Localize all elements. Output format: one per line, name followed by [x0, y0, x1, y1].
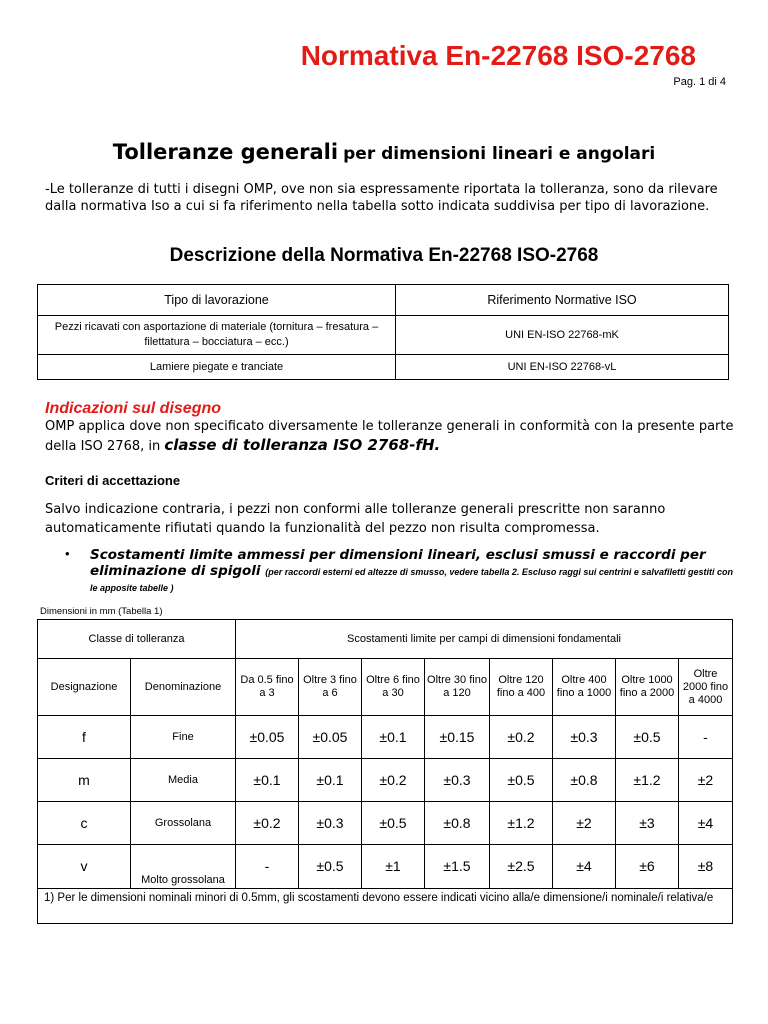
col-denomination: Denominazione — [131, 659, 236, 716]
value-cell: ±1.5 — [425, 845, 490, 889]
table-cell: Lamiere piegate e tranciate — [38, 355, 396, 380]
header-cell: Riferimento Normative ISO — [396, 285, 729, 316]
header-cell: Tipo di lavorazione — [38, 285, 396, 316]
main-heading-rest: per dimensioni lineari e angolari — [343, 144, 656, 164]
table-cell: UNI EN-ISO 22768-mK — [396, 316, 729, 355]
value-cell: ±2 — [679, 759, 733, 802]
value-cell: ±0.5 — [616, 716, 679, 759]
value-cell: ±0.5 — [490, 759, 553, 802]
criteria-title: Criteri di accettazione — [45, 473, 181, 488]
table-row — [38, 716, 733, 759]
col-designation: Designazione — [38, 659, 131, 716]
value-cell: ±0.2 — [490, 716, 553, 759]
table-cell: UNI EN-ISO 22768-vL — [396, 355, 729, 380]
value-cell: ±0.5 — [299, 845, 362, 889]
col-range: Oltre 1000 fino a 2000 — [616, 659, 679, 716]
value-cell: ±6 — [616, 845, 679, 889]
table-row — [38, 759, 733, 802]
table-header-row — [38, 285, 729, 316]
criteria-text: Salvo indicazione contraria, i pezzi non conformi alle tolleranze generali prescritte non saranno automaticamente rifiutati quando la funzionalità del pezzo non risulta compromessa. — [45, 502, 666, 536]
value-cell: ±1.2 — [616, 759, 679, 802]
value-cell: ±3 — [616, 802, 679, 845]
designation-cell: c — [38, 802, 131, 845]
indications-body: OMP applica dove non specificato diversamente le tolleranze generali in conformità con la presente parte della ISO 2768, in — [45, 419, 734, 454]
intro-paragraph: -Le tolleranze di tutti i disegni OMP, ove non sia espressamente riportata la tolleranza, sono da rilevare dalla normativa Iso a cui si fa riferimento nella tabella sotto indicata suddivisa per tipo di lavorazione. — [45, 182, 718, 214]
value-cell: ±0.3 — [425, 759, 490, 802]
group-header-ranges: Scostamenti limite per campi di dimensioni fondamentali — [236, 620, 733, 659]
bullet-main: Scostamenti limite ammessi per dimensioni lineari, esclusi smussi e raccordi per eliminazione di spigoli — [90, 547, 706, 579]
column-header-row — [38, 659, 733, 716]
col-range: Oltre 30 fino a 120 — [425, 659, 490, 716]
value-cell: ±0.15 — [425, 716, 490, 759]
value-cell: ±2 — [553, 802, 616, 845]
value-cell: ±2.5 — [490, 845, 553, 889]
value-cell: ±0.5 — [362, 802, 425, 845]
value-cell: ±0.3 — [553, 716, 616, 759]
indications-title: Indicazioni sul disegno — [45, 400, 222, 417]
value-cell: ±0.1 — [236, 759, 299, 802]
denomination-cell: Fine — [131, 716, 236, 759]
denomination-cell: Grossolana — [131, 802, 236, 845]
table-cell: Pezzi ricavati con asportazione di materiale (tornitura – fresatura – filettatura – bocciatura – ecc.) — [38, 316, 396, 355]
tolerance-table — [37, 619, 733, 924]
value-cell: ±0.2 — [362, 759, 425, 802]
col-range: Da 0.5 fino a 3 — [236, 659, 299, 716]
value-cell: ±4 — [553, 845, 616, 889]
table-footnote: 1) Per le dimensioni nominali minori di 0.5mm, gli scostamenti devono essere indicati vicino alla/e dimensione/i nominale/i relativa/e — [38, 889, 733, 924]
denomination-cell: Media — [131, 759, 236, 802]
value-cell: ±8 — [679, 845, 733, 889]
document-title: Normativa En-22768 ISO-2768 — [300, 40, 696, 71]
col-range: Oltre 6 fino a 30 — [362, 659, 425, 716]
value-cell: ±0.8 — [553, 759, 616, 802]
table-row — [38, 845, 733, 889]
col-range: Oltre 120 fino a 400 — [490, 659, 553, 716]
designation-cell: v — [38, 845, 131, 889]
value-cell: ±0.05 — [299, 716, 362, 759]
footnote-row — [38, 889, 733, 924]
indications-text — [45, 417, 735, 456]
group-header-row — [38, 620, 733, 659]
reference-table — [37, 284, 729, 380]
table-row — [38, 355, 729, 380]
value-cell: ±0.3 — [299, 802, 362, 845]
col-range: Oltre 3 fino a 6 — [299, 659, 362, 716]
designation-cell: m — [38, 759, 131, 802]
bullet-text — [90, 547, 740, 595]
main-heading-bold: Tolleranze generali — [112, 140, 339, 164]
value-cell: ±1.2 — [490, 802, 553, 845]
description-heading: Descrizione della Normativa En-22768 ISO-2768 — [169, 245, 599, 266]
value-cell: ±0.1 — [362, 716, 425, 759]
col-range: Oltre 2000 fino a 4000 — [679, 659, 733, 716]
table-caption: Dimensioni in mm (Tabella 1) — [40, 606, 163, 617]
value-cell: ±4 — [679, 802, 733, 845]
bullet-dot: • — [65, 546, 70, 561]
value-cell: - — [236, 845, 299, 889]
group-header-class: Classe di tolleranza — [38, 620, 236, 659]
bullet-note: (per raccordi esterni ed altezze di smusso, vedere tabella 2. Escluso raggi sui centrini e salvafiletti gestiti con le apposite tabelle ) — [90, 567, 733, 593]
page-number: Pag. 1 di 4 — [673, 76, 726, 88]
table-row — [38, 802, 733, 845]
table-row — [38, 316, 729, 355]
designation-cell: f — [38, 716, 131, 759]
tolerance-class: classe di tolleranza ISO 2768-fH. — [164, 436, 441, 454]
value-cell: ±0.05 — [236, 716, 299, 759]
denomination-cell: Molto grossolana — [131, 845, 236, 889]
col-range: Oltre 400 fino a 1000 — [553, 659, 616, 716]
value-cell: - — [679, 716, 733, 759]
value-cell: ±0.2 — [236, 802, 299, 845]
value-cell: ±1 — [362, 845, 425, 889]
main-heading — [0, 140, 768, 164]
value-cell: ±0.1 — [299, 759, 362, 802]
value-cell: ±0.8 — [425, 802, 490, 845]
